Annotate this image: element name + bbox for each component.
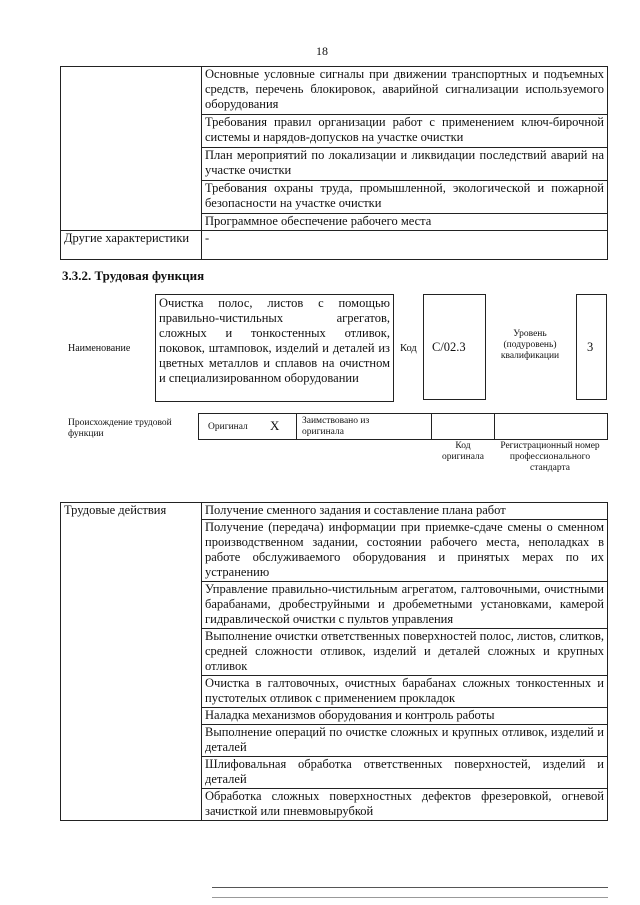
action-item: Очистка в галтовочных, очистных барабанах сложных тонкостенных и пустотелых отливок с применением прокладок bbox=[202, 676, 608, 708]
level-label: Уровень (подуровень) квалификации bbox=[500, 329, 560, 361]
code-original-caption: Код оригинала bbox=[442, 441, 484, 462]
action-item: Обработка сложных поверхностных дефектов фрезеровкой, огневой зачисткой или пневмовырубкой bbox=[202, 789, 608, 821]
code-value-box bbox=[423, 294, 486, 400]
origin-divider bbox=[431, 414, 432, 439]
original-label: Оригинал bbox=[208, 422, 248, 432]
name-label: Наименование bbox=[68, 343, 131, 354]
knowledge-item: Основные условные сигналы при движении транспортных и подъемных средств, перечень блокировок, аварийной сигнализации используемого оборудования bbox=[202, 67, 608, 115]
scan-artifact-line bbox=[212, 887, 608, 888]
function-name-box: Очистка полос, листов с помощью правильно-чистильных агрегатов, сложных и тонкостенных отливок, поковок, штамповок, изделий и деталей из цветных металлов и сплавов на очистном и специализированном оборудовании bbox=[155, 294, 394, 402]
level-value-box bbox=[576, 294, 607, 400]
action-item: Выполнение очистки ответственных поверхностей полос, листов, слитков, средней сложности отливок, изделий и деталей сложных и крупных отливок bbox=[202, 629, 608, 676]
section-title: 3.3.2. Трудовая функция bbox=[62, 268, 205, 283]
action-item: Выполнение операций по очистке сложных и крупных отливок, изделий и деталей bbox=[202, 725, 608, 757]
origin-label: Происхождение трудовой функции bbox=[68, 418, 172, 439]
action-item: Управление правильно-чистильным агрегатом, галтовочными, очистными барабанами, дробеструйными и дробеметными установками, камерой гидравлической очистки с пультов управления bbox=[202, 582, 608, 629]
knowledge-label-cell bbox=[61, 67, 202, 231]
scan-artifact-line bbox=[212, 897, 608, 898]
action-item: Наладка механизмов оборудования и контроль работы bbox=[202, 708, 608, 725]
actions-table bbox=[60, 502, 608, 821]
knowledge-item: Требования правил организации работ с применением ключ-бирочной системы и нарядов-допусков на участке очистки bbox=[202, 115, 608, 148]
origin-divider bbox=[296, 414, 297, 439]
other-characteristics-label: Другие характеристики bbox=[61, 231, 202, 260]
other-characteristics-value: - bbox=[202, 231, 608, 260]
code-value: C/02.3 bbox=[432, 340, 466, 354]
knowledge-item: План мероприятий по локализации и ликвидации последствий аварий на участке очистки bbox=[202, 148, 608, 181]
original-mark: X bbox=[270, 418, 280, 433]
code-label: Код bbox=[400, 343, 417, 354]
action-item: Получение сменного задания и составление плана работ bbox=[202, 503, 608, 520]
actions-label: Трудовые действия bbox=[61, 503, 202, 821]
knowledge-item: Требования охраны труда, промышленной, экологической и пожарной безопасности на участке очистки bbox=[202, 181, 608, 214]
origin-divider bbox=[494, 414, 495, 439]
knowledge-table bbox=[60, 66, 608, 260]
action-item: Шлифовальная обработка ответственных поверхностей, изделий и деталей bbox=[202, 757, 608, 789]
reg-number-caption: Регистрационный номер профессионального стандарта bbox=[500, 441, 600, 473]
page-number: 18 bbox=[316, 44, 328, 58]
borrowed-label: Заимствовано из оригинала bbox=[302, 416, 370, 437]
level-value: 3 bbox=[587, 340, 594, 354]
origin-row bbox=[198, 413, 608, 440]
action-item: Получение (передача) информации при приемке-сдаче смены о сменном производственном задании, состоянии рабочего места, неполадках в работе обслуживаемого оборудования и принятых мерах по их устранению bbox=[202, 520, 608, 582]
knowledge-item: Программное обеспечение рабочего места bbox=[202, 214, 608, 231]
